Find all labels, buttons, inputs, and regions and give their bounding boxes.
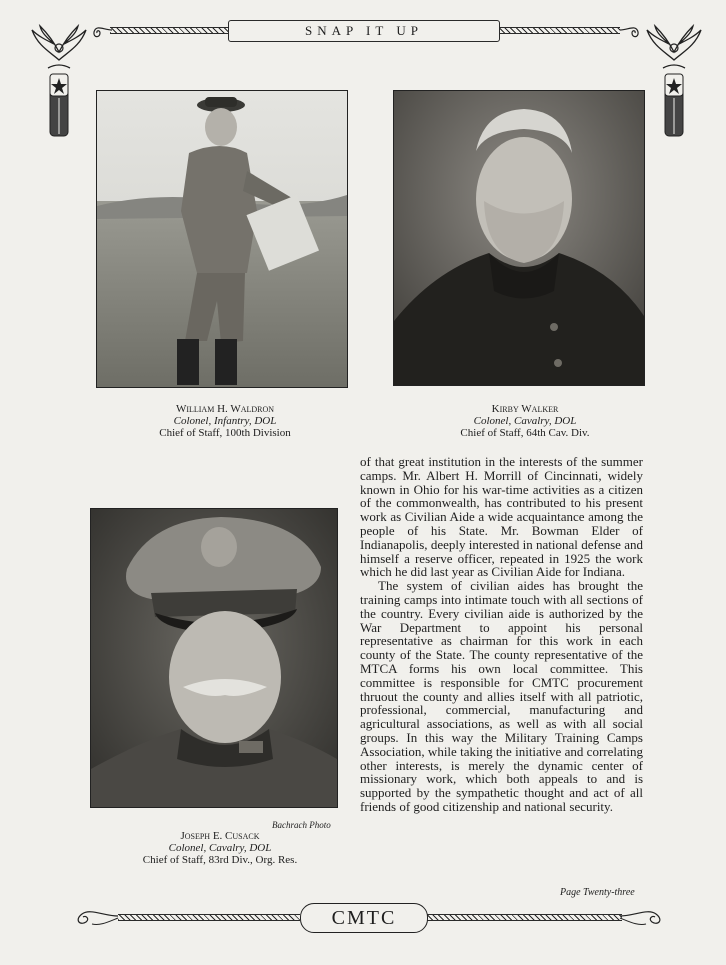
caption-name: William H. Waldron	[175, 403, 275, 415]
caption-post: Chief of Staff, 83rd Div., Org. Res.	[142, 854, 298, 866]
caption-rank: Colonel, Cavalry, DOL	[168, 842, 272, 854]
header-scroll-right-icon	[618, 20, 642, 44]
page-number: Page Twenty-three	[560, 887, 635, 898]
photo-waldron	[96, 90, 348, 388]
header-rule-right	[498, 27, 620, 34]
eagle-emblem-right-icon	[643, 22, 705, 142]
caption-name: Joseph E. Cusack	[180, 830, 260, 842]
caption-cusack	[110, 830, 330, 866]
caption-name: Kirby Walker	[491, 403, 559, 415]
caption-walker	[420, 403, 630, 439]
photo-walker	[393, 90, 645, 386]
footer-rule-left	[118, 914, 300, 921]
caption-rank: Colonel, Cavalry, DOL	[473, 415, 577, 427]
cmtc-logo: CMTC	[300, 903, 428, 933]
article-paragraph-2: The system of civilian aides has brought the training camps into intimate touch with all sections of the country. Every civilian aide is authorized by the War Department to appoint his personal representative as chairman for this work in each county of the State. The county representative of the MTCA forms his own local committee. This committee is responsible for CMTC procurement thruout the county and allies itself with all patriotic, professional, commercial, manufacturing and agricultural associations, as well as with all social groups. In this way the Military Training Camps Association, while taking the initiative and correlating other interests, is merely the dynamic center of missionary work, which both appeals to and is supported by the sympathetic thought and act of all friends of good citizenship and national security.	[360, 578, 643, 814]
footer-scroll-right-icon	[618, 906, 668, 928]
header-rule-left	[110, 27, 228, 34]
footer-scroll-left-icon	[70, 906, 120, 928]
footer-rule-right	[426, 914, 622, 921]
caption-post: Chief of Staff, 64th Cav. Div.	[460, 427, 590, 439]
header-scroll-left-icon	[90, 20, 114, 44]
caption-post: Chief of Staff, 100th Division	[159, 427, 291, 439]
page-header-title: SNAP IT UP	[228, 20, 500, 42]
caption-waldron	[120, 403, 330, 439]
eagle-emblem-left-icon	[28, 22, 90, 142]
article-body	[360, 455, 643, 814]
photo-credit: Bachrach Photo	[272, 820, 331, 830]
caption-rank: Colonel, Infantry, DOL	[173, 415, 277, 427]
photo-cusack	[90, 508, 338, 808]
article-paragraph-1: of that great institution in the interests of the summer camps. Mr. Albert H. Morrill of Cincinnati, widely known in Ohio for his war-time activities as a citizen of the commonwealth, has contributed to his present work as Civilian Aide a wide acquaintance among the people of his State. Mr. Bowman Elder of Indianapolis, deeply interested in national defense and himself a reserve officer, repeated in 1925 the work which he did last year as Civilian Aide for Indiana.	[360, 454, 643, 580]
